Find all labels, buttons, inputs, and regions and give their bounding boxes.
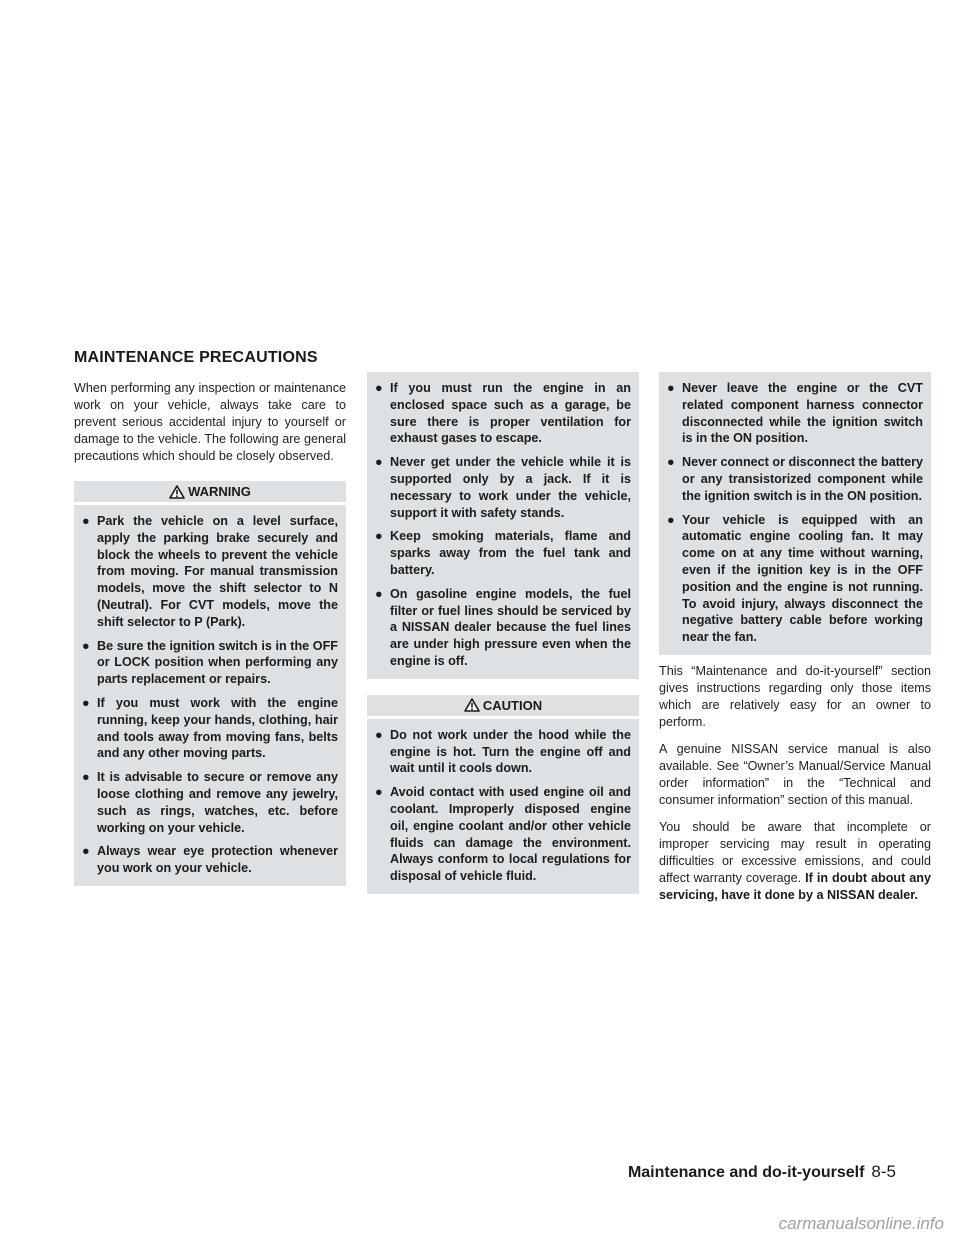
bullet-icon: ● [667, 381, 675, 395]
list-item: ● If you must work with the engine running, keep your hands, clothing, hair and tools away from moving fans, belts and any other moving parts. [82, 695, 338, 761]
list-item: ● Do not work under the hood while the engine is hot. Turn the engine off and wait until it cools down. [375, 727, 631, 776]
paragraph: You should be aware that incomplete or improper servicing may result in operating difficulties or excessive emissions, and could affect warranty coverage. If in doubt about any servicing, have it done by a NISSAN dealer. [659, 819, 931, 902]
warning-box-col1 [74, 505, 346, 886]
column-1 [74, 380, 346, 886]
list-item: ● Avoid contact with used engine oil and coolant. Improperly disposed engine oil, engine coolant and/or other vehicle fluids can damage the environment. Always conform to local regulations for disposal of vehicle fluid. [375, 785, 631, 884]
warning-triangle-icon [464, 698, 480, 712]
bullet-icon: ● [375, 529, 383, 544]
warning-box-col2 [367, 372, 639, 679]
caution-box-col3 [659, 372, 931, 655]
bullet-icon: ● [82, 695, 90, 710]
section-title: MAINTENANCE PRECAUTIONS [74, 349, 318, 366]
footer-section-title: Maintenance and do-it-yourself [627, 1164, 865, 1181]
warning-label: WARNING [188, 484, 251, 499]
caution-header [367, 695, 639, 716]
paragraph: A genuine NISSAN service manual is also available. See “Owner’s Manual/Service Manual order information” in the “Technical and consumer information” section of this manual. [659, 741, 931, 807]
list-item: ● It is advisable to secure or remove any loose clothing and remove any jewelry, such as rings, watches, etc. before working on your vehicle. [82, 770, 338, 835]
column-3 [659, 380, 931, 914]
bullet-icon: ● [82, 638, 90, 653]
caution-label: CAUTION [482, 697, 543, 713]
list-item: ● Be sure the ignition switch is in the OFF or LOCK position when performing any parts replacement or repairs. [82, 638, 338, 687]
caution-box-col2 [367, 719, 639, 894]
page-number: 8-5 [871, 1162, 896, 1181]
bullet-icon: ● [82, 844, 90, 859]
list-item: ● Never leave the engine or the CVT related component harness connector disconnected while the ignition switch is in the ON position. [667, 381, 923, 446]
bullet-icon: ● [82, 770, 90, 785]
page-footer [628, 1162, 896, 1182]
intro-paragraph: When performing any inspection or maintenance work on your vehicle, always take care to prevent serious accidental injury to yourself or damage to the vehicle. The following are general precautions which should be closely observed. [74, 381, 346, 463]
bullet-icon: ● [82, 514, 90, 528]
list-item: ● Never connect or disconnect the battery or any transistorized component while the ignition switch is in the ON position. [667, 455, 923, 503]
bullet-icon: ● [667, 455, 675, 470]
list-item: ● Always wear eye protection whenever you work on your vehicle. [82, 844, 338, 876]
bullet-icon: ● [375, 586, 383, 601]
list-item: ● Never get under the vehicle while it is supported only by a jack. If it is necessary to work under the vehicle, support it with safety stands. [375, 455, 631, 520]
list-item: ● Park the vehicle on a level surface, apply the parking brake securely and block the wheels to prevent the vehicle from moving. For manual transmission models, move the shift selector to N (Neutral). For CVT models, move the shift selector to P (Park). [82, 514, 338, 629]
column-2 [367, 380, 639, 894]
warning-triangle-icon [169, 485, 185, 499]
bullet-icon: ● [375, 727, 383, 742]
bullet-icon: ● [375, 455, 383, 470]
paragraph: This “Maintenance and do-it-yourself” section gives instructions regarding only those items which are relatively easy for an owner to perform. [659, 663, 931, 729]
list-item: ● On gasoline engine models, the fuel filter or fuel lines should be serviced by a NISSAN dealer because the fuel lines are under high pressure even when the engine is off. [375, 586, 631, 668]
list-item: ● Keep smoking materials, flame and sparks away from the fuel tank and battery. [375, 529, 631, 577]
warning-header [74, 481, 346, 502]
bullet-icon: ● [375, 785, 383, 800]
bullet-icon: ● [375, 381, 383, 395]
bullet-icon: ● [667, 512, 675, 527]
emphasis-text: If in doubt about any servicing, have it done by a NISSAN dealer. [659, 870, 931, 902]
list-item: ● If you must run the engine in an enclosed space such as a garage, be sure there is proper ventilation for exhaust gases to escape. [375, 381, 631, 446]
list-item: ● Your vehicle is equipped with an automatic engine cooling fan. It may come on at any time without warning, even if the ignition key is in the OFF position and the engine is not running. To avoid injury, always disconnect the negative battery cable before working near the fan. [667, 512, 923, 645]
watermark: carmanualsonline.info [778, 1214, 944, 1233]
